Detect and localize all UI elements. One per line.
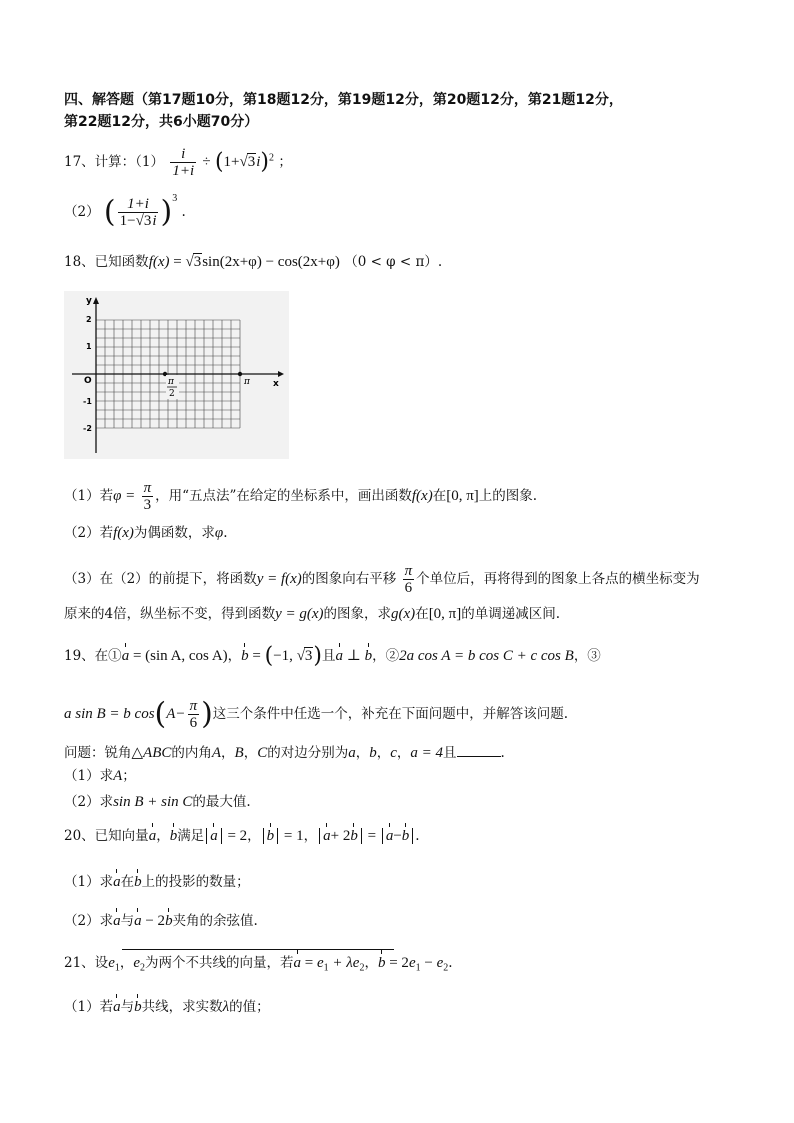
- q17-part1: 17、计算：（1） $\frac{i}{1+i}$ ÷ $(1+√3i)^2$ ；: [64, 146, 292, 179]
- q19-line2: a sin B = b cos(A− $\frac{\pi}{6}$ )这三个条件中任选一个，补充在下面问题中，并解答该问题.: [64, 696, 569, 732]
- q17-part2: （2） ( $\frac{1+i}{1-√3i}$ )$^3$ .: [64, 192, 186, 230]
- q18-intro: 18、已知函数f(x) = √3sin(2x+φ) − cos(2x+φ) （0 < φ < π）.: [64, 254, 443, 270]
- q18-part3-line2: 原来的4倍，纵坐标不变，得到函数y = g(x)的图象，求g(x)在[0, π]的单调递减区间.: [64, 606, 561, 622]
- q17-fraction2: $\frac{1+i}{1-√3i}$: [119, 196, 157, 229]
- origin-label: O: [84, 376, 92, 386]
- q18-graph-svg: [64, 291, 289, 459]
- x-axis-arrow-icon: [278, 371, 284, 377]
- section-title-line1: 四、解答题（第17题10分，第18题12分，第19题12分，第20题12分，第21题12分，: [64, 92, 623, 108]
- x-tick-pi-half-num: π: [168, 377, 174, 387]
- q21-intro: 21、设$e_1$，$e_2$为两个不共线的向量，若$a = e_1 + \lambda e_2$，$b = 2e_1 - e_2$.: [64, 955, 453, 974]
- x-tick-pi: π: [244, 377, 250, 387]
- y-axis-label: y: [86, 296, 92, 306]
- q19-part1: （1）求A；: [64, 768, 136, 784]
- point-pi: [238, 372, 242, 376]
- y-tick-1: 1: [86, 342, 92, 351]
- q20-intro: 20、已知向量a，b满足 a = 2， b = 1， a+ 2b = a−b .: [64, 828, 420, 844]
- y-tick-neg1: -1: [83, 397, 92, 406]
- q19-part2: （2）求sin B + sin C的最大值.: [64, 794, 251, 810]
- q17-fraction1: $\frac{i}{1+i}$: [172, 146, 195, 179]
- q19-line1: 19、在①a = (sin A, cos A)，b = (−1, √3)且a ⊥ b，②2a cos A = b cos C + c cos B，③: [64, 643, 601, 669]
- section-title-line2: 第22题12分，共6小题70分）: [64, 114, 259, 130]
- q18-part2: （2）若f(x)为偶函数，求φ.: [64, 525, 228, 541]
- x-axis-label: x: [273, 379, 279, 389]
- y-tick-2: 2: [86, 315, 92, 324]
- y-axis-arrow-icon: [93, 297, 99, 304]
- x-tick-pi-half-den: 2: [169, 389, 175, 399]
- q20-part2: （2）求a与a − 2b夹角的余弦值.: [64, 913, 258, 929]
- y-tick-neg2: -2: [83, 424, 92, 433]
- q18-coordinate-graph: [64, 291, 289, 459]
- q19-problem: 问题：锐角△ABC的内角A，B，C的对边分别为a，b，c，a = 4且 .: [64, 745, 505, 761]
- q18-part3-line1: （3）在（2）的前提下，将函数y = f(x)的图象向右平移 $\frac{\pi}{6}$ 个单位后，再将得到的图象上各点的横坐标变为: [64, 563, 700, 596]
- q21-part1: （1）若a与b共线，求实数λ的值；: [64, 999, 270, 1015]
- answer-blank[interactable]: [457, 743, 501, 757]
- q17-label: 17、计算：（1）: [64, 154, 165, 170]
- q20-part1: （1）求a在b上的投影的数量；: [64, 874, 250, 890]
- q18-part1: （1）若φ = $\frac{\pi}{3}$ ，用“五点法”在给定的坐标系中，画出函数f(x)在[0, π]上的图象.: [64, 480, 538, 513]
